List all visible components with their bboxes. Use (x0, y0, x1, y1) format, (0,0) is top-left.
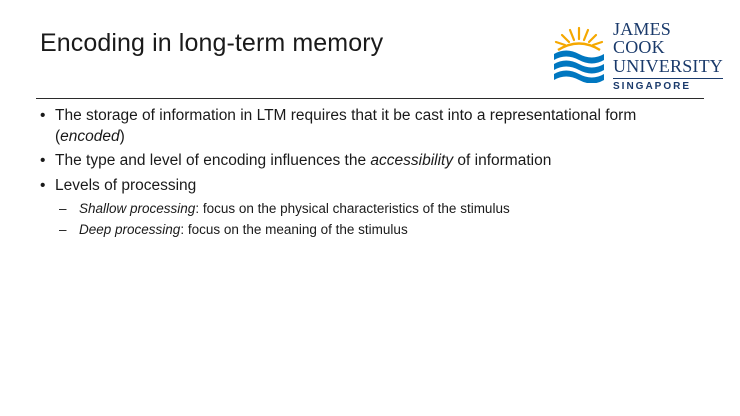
text-run: ) (119, 127, 125, 145)
text-run: : focus on the physical characteristics of the stimulus (195, 201, 510, 217)
text-run: : focus on the meaning of the stimulus (180, 222, 408, 237)
logo-line-2: UNIVERSITY (613, 56, 723, 76)
text-run: Levels of processing (55, 176, 197, 194)
bullet-text (55, 152, 551, 169)
bullet-list (36, 106, 708, 240)
bullet-marker: • (40, 176, 46, 194)
text-run: Shallow processing (79, 201, 196, 217)
bullet-item (36, 176, 708, 240)
text-run: accessibility (370, 152, 454, 170)
page-title: Encoding in long-term memory (40, 29, 384, 57)
text-run: encoded (60, 127, 120, 145)
sub-bullet-item (55, 220, 708, 240)
sub-bullet-item (55, 199, 708, 219)
bullet-text (55, 177, 196, 194)
bullet-text (55, 107, 636, 145)
logo-text (613, 20, 723, 92)
title-divider (36, 98, 704, 99)
text-run: The storage of information in LTM requires that it be cast into a representational form ( (55, 107, 637, 145)
sub-bullet-marker: – (59, 222, 67, 237)
bullet-marker: • (40, 152, 46, 170)
bullet-item (36, 106, 708, 147)
bullet-item (36, 151, 708, 172)
logo-divider (613, 78, 723, 79)
logo-mark (552, 26, 606, 86)
text-run: Deep processing (79, 222, 181, 237)
slide-body (36, 106, 708, 244)
sub-bullet-list (55, 199, 708, 239)
logo-line-1: JAMES COOK (613, 19, 672, 57)
sub-bullet-text (79, 201, 510, 216)
bullet-marker: • (40, 107, 46, 124)
text-run: The type and level of encoding influences the (55, 152, 371, 170)
waves-icon (552, 49, 606, 83)
sub-bullet-marker: – (59, 201, 67, 217)
university-logo (552, 19, 723, 92)
logo-line-3: SINGAPORE (613, 81, 692, 92)
text-run: of information (453, 152, 552, 170)
sub-bullet-text (79, 222, 408, 237)
